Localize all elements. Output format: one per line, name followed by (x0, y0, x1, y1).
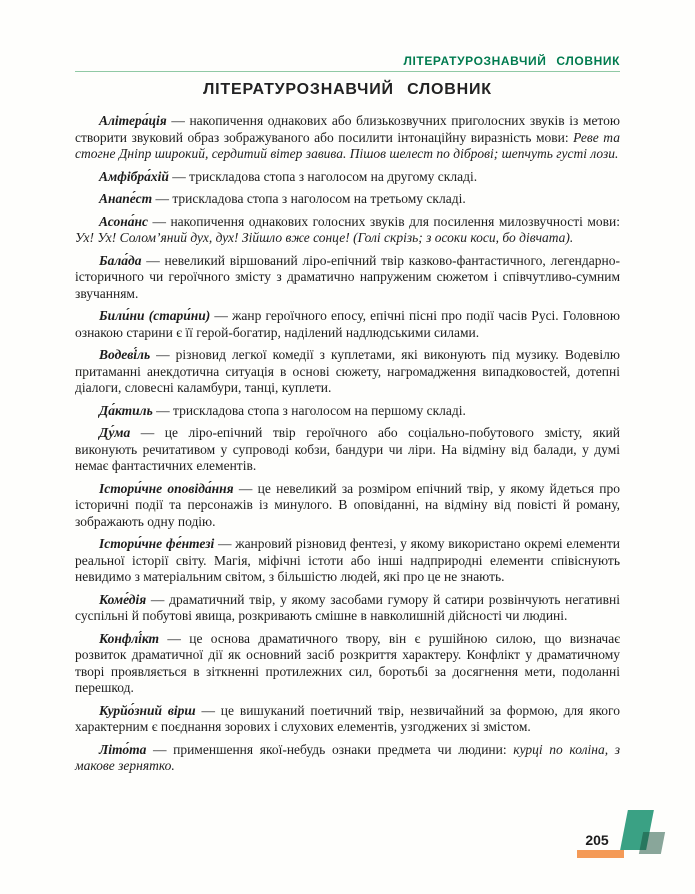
entry-definition: — драматичний твір, у якому засобами гумору й сатири розвінчують негативні суспільні й побутові явища, розкривають смішне в навколишній дійсності чи людині. (75, 591, 620, 623)
entries-list (75, 113, 620, 781)
dictionary-entry (75, 742, 620, 775)
entry-term: Водеві́ль (99, 347, 151, 362)
dictionary-entry (75, 425, 620, 475)
entry-term: Істори́чне фе́нтезі (99, 536, 215, 551)
entry-term: Істори́чне оповіда́ння (99, 480, 234, 496)
entry-term: Били́ни (стари́ни) (99, 308, 211, 323)
dictionary-entry (75, 347, 620, 397)
entry-term: Бала́да (99, 252, 142, 268)
entry-definition: — накопичення однакових або близькозвучних приголосних звуків із метою створити звуковий образ зображуваного або посилити інтонаційну виразність мови: (75, 113, 620, 145)
entry-definition: — накопичення однакових голосних звуків для посилення милозвучності мови: (147, 213, 620, 229)
entry-definition: — жанр героїчного епосу, епічні пісні про події часів Русі. Головною ознакою старини є її герой-богатир, наділений надлюдськими силами. (75, 308, 620, 340)
dictionary-entry (75, 253, 620, 303)
dictionary-entry (75, 592, 620, 625)
entry-example: курці по коліна, з макове зернятко. (75, 741, 620, 773)
entry-term: Літо́та (99, 741, 147, 757)
entry-term: Курйо́зний вірш (99, 702, 196, 718)
entry-definition: — це основа драматичного твору, він є рушійною силою, що визначає розвиток драматичної дії як основний засіб розкриття характеру. Конфлікт у драматичному творі проявляється в зіткненні протилежних сил, боротьбі за досягнення мети, подоланні перешкод. (75, 630, 620, 695)
entry-definition: — жанровий різновид фентезі, у якому використано окремі елементи реальної історії світу. Магія, міфічні істоти або інші надприродні елементи співіснують невидимо з матеріальним світом, з більшістю людей, які про це не знають. (75, 536, 620, 584)
dictionary-entry (75, 169, 620, 186)
entry-definition: — применшення якої-небудь ознаки предмета чи людини: (146, 741, 507, 757)
dictionary-entry (75, 191, 620, 208)
entry-term: Ду́ма (99, 425, 131, 440)
entry-term: Анапе́ст (99, 191, 153, 206)
running-head: ЛІТЕРАТУРОЗНАВЧИЙ СЛОВНИК (403, 54, 620, 68)
dictionary-entry (75, 308, 620, 341)
entry-definition: — трискладова стопа з наголосом на третьому складі. (152, 191, 466, 206)
entry-term: Коме́дія (99, 591, 147, 607)
entry-example: Реве та стогне Дніпр широкий, сердитий вітер завива. Пішов шелест по діброві; шепчуть густі лози. (75, 129, 620, 161)
dark-parallelogram-decoration (639, 832, 665, 854)
entry-definition: — трискладова стопа з наголосом на першому складі. (152, 402, 466, 418)
orange-bar-decoration (577, 850, 624, 858)
entry-term: Асона́нс (99, 213, 148, 229)
entry-definition: — це вишуканий поетичний твір, незвичайний за формою, для якого характерним є поєднання зорових і слухових елементів, узгоджених зі змістом. (75, 702, 620, 734)
entry-definition: — невеликий віршований ліро-епічний твір казково-фантастичного, легендарно-історичного чи героїчного змісту з драматично напруженим сюжетом і співчутливо-сумним звучанням. (75, 252, 620, 301)
page-number: 205 (585, 832, 609, 848)
dictionary-entry (75, 703, 620, 736)
entry-term: Да́ктиль (99, 402, 153, 418)
entry-term: Амфібра́хій (99, 168, 169, 184)
page-title: ЛІТЕРАТУРОЗНАВЧИЙ СЛОВНИК (203, 81, 492, 98)
dictionary-entry (75, 214, 620, 247)
entry-term: Алітера́ція (99, 113, 167, 128)
dictionary-entry (75, 536, 620, 586)
entry-definition: — це невеликий за розміром епічний твір, у якому йдеться про історичні події та персонажів із минулого. В оповіданні, на відміну від повісті й роману, зображають одну подію. (75, 480, 620, 529)
dictionary-entry (75, 403, 620, 420)
dictionary-entry (75, 113, 620, 163)
dictionary-entry (75, 481, 620, 531)
entry-definition: — це ліро-епічний твір героїчного або соціально-побутового змісту, який виконують речитативом у супроводі кобзи, бандури чи ліри. На відміну від балади, у думі немає фантастичних елементів. (75, 425, 620, 473)
entry-term: Конфлі́кт (99, 630, 160, 646)
header-rule (75, 71, 620, 72)
entry-example: Ух! Ух! Солом’яний дух, дух! Зійшло вже сонце! (Голі скрізь; з осоки коси, бо дівчата). (75, 230, 574, 245)
dictionary-entry (75, 631, 620, 697)
entry-definition: — різновид легкої комедії з куплетами, які виконують під музику. Водевілю притаманні анекдотична ситуація в основі сюжету, нагромадження випадковостей, дотепні діалоги, словесні каламбури, танці, куплети. (75, 347, 620, 395)
entry-definition: — трискладова стопа з наголосом на другому складі. (168, 168, 478, 184)
